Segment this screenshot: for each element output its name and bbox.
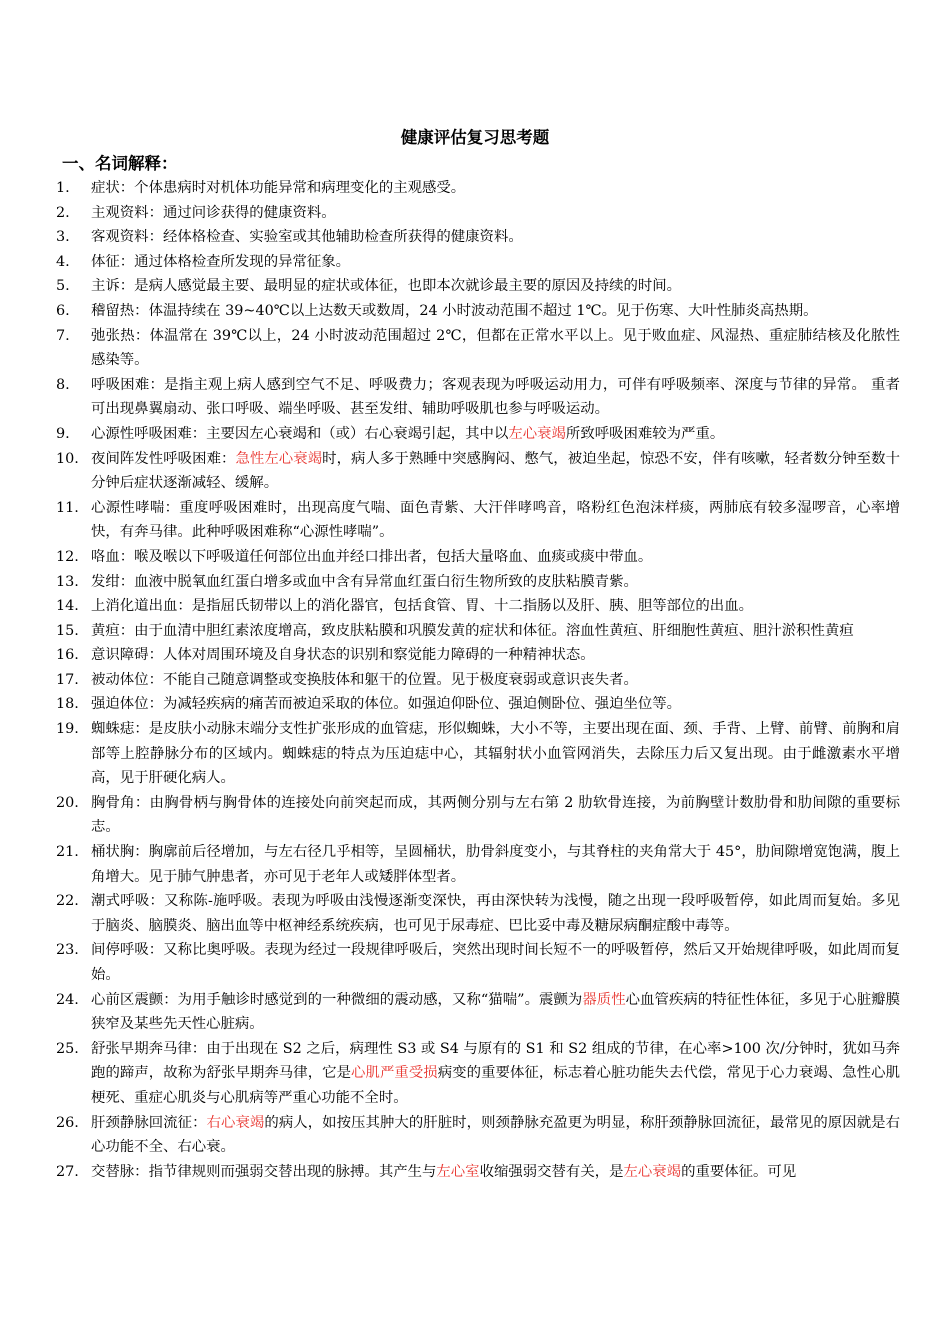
item-text: 桶状胸：胸廓前后径增加，与左右径几乎相等，呈圆桶状，肋骨斜度变小，与其脊柱的夹角常大于 45°，肋间隙增宽饱满，腹上角增大。见于肺气肿患者，亦可见于老年人或矮胖体型者。 [91,844,900,885]
highlighted-term: 左心衰竭 [623,1163,682,1180]
item-text: 时，病人多于熟睡中突感胸闷、憋气，被迫坐起，惊恐不安，伴有咳嗽，轻者数分钟至数十分钟后症状逐渐减轻、缓解。 [91,450,900,492]
highlighted-term: 右心衰竭 [206,1114,265,1131]
list-item-number: 13. [56,573,79,590]
list-item [0,594,900,619]
list-item-number: 7. [56,327,70,344]
list-item-number: 5. [56,278,70,295]
item-text: 黄疸：由于血清中胆红素浓度增高，致皮肤粘膜和巩膜发黄的症状和体征。溶血性黄疸、肝细胞性黄疸、胆汁淤积性黄疸 [91,622,854,639]
list-item [0,422,900,447]
item-text: 间停呼吸：又称比奥呼吸。表现为经过一段规律呼吸后，突然出现时间长短不一的呼吸暂停，然后又开始规律呼吸，如此周而复始。 [91,942,900,983]
page-title: 健康评估复习思考题 [400,128,550,147]
list-item [0,373,900,422]
list-item-number: 15. [56,622,79,639]
list-item [0,643,900,668]
list-item-number: 16. [56,647,79,664]
list-item-number: 24. [56,991,79,1008]
item-text: 咯血：喉及喉以下呼吸道任何部位出血并经口排出者，包括大量咯血、血痰或痰中带血。 [91,548,653,565]
list-item [0,324,900,373]
list-item-number: 10. [56,450,79,467]
item-text: 肝颈静脉回流征： [91,1114,207,1131]
list-item [0,840,900,889]
item-text: 强迫体位：为减轻疾病的痛苦而被迫采取的体位。如强迫仰卧位、强迫侧卧位、强迫坐位等。 [91,696,682,713]
list-item [0,717,900,791]
list-item-number: 23. [56,942,79,959]
item-text: 舒张早期奔马律：由于出现在 S2 之后，病理性 S3 或 S4 与原有的 S1 和 S2 组成的节律，在心率>100 次/分钟时，犹如马奔跑的蹄声，故称为舒张早期奔马律，它是 [91,1040,900,1082]
item-text: 的重要体征。可见 [681,1163,797,1180]
item-text: 的病人，如按压其肿大的肝脏时，则颈静脉充盈更为明显，称肝颈静脉回流征，最常见的原因就是右心功能不全、右心衰。 [91,1114,900,1156]
list-item-number: 27. [56,1163,79,1180]
item-text: 心源性哮喘：重度呼吸困难时，出现高度气喘、面色青紫、大汗伴哮鸣音，咯粉红色泡沫样痰，两肺底有较多湿啰音，心率增快，有奔马律。此种呼吸困难称“心源性哮喘”。 [91,499,900,541]
item-text: 稽留热：体温持续在 39~40℃以上达数天或数周，24 小时波动范围不超过 1℃。见于伤寒、大叶性肺炎高热期。 [91,302,818,319]
list-item-number: 26. [56,1114,79,1131]
list-item-number: 25. [56,1040,79,1057]
item-text: 上消化道出血：是指屈氏韧带以上的消化器官，包括食管、胃、十二指肠以及肝、胰、胆等部位的出血。 [91,598,753,615]
list-item [0,619,900,644]
item-text: 呼吸困难：是指主观上病人感到空气不足、呼吸费力；客观表现为呼吸运动用力，可伴有呼吸频率、深度与节律的异常。 重者可出现鼻翼扇动、张口呼吸、端坐呼吸、甚至发绀、辅助呼吸肌也参与呼吸运动。 [91,376,900,418]
list-item-number: 11. [56,499,79,516]
item-text: 客观资料：经体格检查、实验室或其他辅助检查所获得的健康资料。 [91,229,523,246]
item-text: 主观资料：通过问诊获得的健康资料。 [91,204,336,221]
list-item [0,1111,900,1160]
list-item [0,791,900,840]
list-item [0,250,900,275]
list-item [0,692,900,717]
list-item-number: 20. [56,794,79,811]
item-text: 心源性呼吸困难：主要因左心衰竭和（或）右心衰竭引起，其中以 [91,425,509,442]
list-item [0,988,900,1037]
list-item [0,299,900,324]
list-item [0,176,900,201]
list-item-number: 22. [56,893,79,910]
item-text: 症状：个体患病时对机体功能异常和病理变化的主观感受。 [91,180,466,196]
section-heading: 一、名词解释： [62,154,178,173]
highlighted-term: 心肌严重受损 [351,1065,438,1082]
item-text: 胸骨角：由胸骨柄与胸骨体的连接处向前突起而成，其两侧分别与左右第 2 肋软骨连接，为前胸壁计数肋骨和肋间隙的重要标志。 [91,794,900,836]
highlighted-term: 左心室 [436,1163,480,1180]
item-text: 体征：通过体格检查所发现的异常征象。 [91,253,351,270]
list-item-number: 4. [56,253,70,270]
list-item-number: 8. [56,376,70,393]
item-text: 所致呼吸困难较为严重。 [565,425,725,442]
item-text: 弛张热：体温常在 39℃以上，24 小时波动范围超过 2℃，但都在正常水平以上。见于败血症、风湿热、重症肺结核及化脓性感染等。 [91,327,900,369]
highlighted-term: 急性左心衰竭 [235,450,323,467]
list-item [0,570,900,595]
item-text: 夜间阵发性呼吸困难： [91,450,236,467]
list-item-number: 9. [56,425,70,442]
list-item-number: 12. [56,548,79,565]
item-text: 蜘蛛痣：是皮肤小动脉末端分支性扩张形成的血管痣，形似蜘蛛，大小不等，主要出现在面、颈、手背、上臂、前臂、前胸和肩部等上腔静脉分布的区域内。蜘蛛痣的特点为压迫痣中心，其辐射状小血管网消失，去除压力后又复出现。由于雌激素水平增高，见于肝硬化病人。 [91,721,900,787]
item-text: 潮式呼吸：又称陈-施呼吸。表现为呼吸由浅慢逐渐变深快，再由深快转为浅慢，随之出现一段呼吸暂停，如此周而复始。多见于脑炎、脑膜炎、脑出血等中枢神经系统疾病，也可见于尿毒症、巴比妥中毒及糖尿病酮症酸中毒等。 [91,893,900,934]
list-item-number: 17. [56,671,79,688]
list-item-number: 1. [56,180,70,196]
list-item [0,889,900,938]
list-item-number: 18. [56,696,79,713]
item-text: 主诉：是病人感觉最主要、最明显的症状或体征，也即本次就诊最主要的原因及持续的时间。 [91,278,682,295]
list-item-number: 3. [56,229,70,246]
list-item-number: 6. [56,302,70,319]
item-text: 病变的重要体征，标志着心脏功能失去代偿，常见于心力衰竭、急性心肌梗死、重症心肌炎与心肌病等严重心功能不全时。 [91,1065,900,1106]
highlighted-term: 器质性 [582,991,626,1008]
item-text: 心前区震颤：为用手触诊时感觉到的一种微细的震动感，又称“猫喘”。震颤为 [91,991,583,1008]
item-text: 心血管疾病的特征性体征，多见于心脏瓣膜狭窄及某些先天性心脏病。 [91,991,900,1033]
list-item-number: 21. [56,844,79,861]
item-text: 收缩强弱交替有关，是 [479,1163,624,1180]
item-text: 发绀：血液中脱氧血红蛋白增多或血中含有异常血红蛋白衍生物所致的皮肤粘膜青紫。 [91,573,638,590]
list-item [0,496,900,545]
list-item-number: 2. [56,204,70,221]
item-text: 被动体位：不能自己随意调整或变换肢体和躯干的位置。见于极度衰弱或意识丧失者。 [91,671,638,688]
list-item [0,201,900,226]
list-item [0,274,900,299]
list-item [0,447,900,496]
list-item-number: 19. [56,721,79,738]
list-item [0,938,900,987]
item-text: 交替脉：指节律规则而强弱交替出现的脉搏。其产生与 [91,1163,437,1180]
list-item [0,1160,900,1185]
list-item [0,668,900,693]
list-item [0,545,900,570]
list-item-number: 14. [56,598,79,615]
item-text: 意识障碍：人体对周围环境及自身状态的识别和察觉能力障碍的一种精神状态。 [91,647,595,664]
list-item [0,1037,900,1111]
highlighted-term: 左心衰竭 [508,425,566,442]
list-item [0,225,900,250]
term-list [0,176,950,1184]
